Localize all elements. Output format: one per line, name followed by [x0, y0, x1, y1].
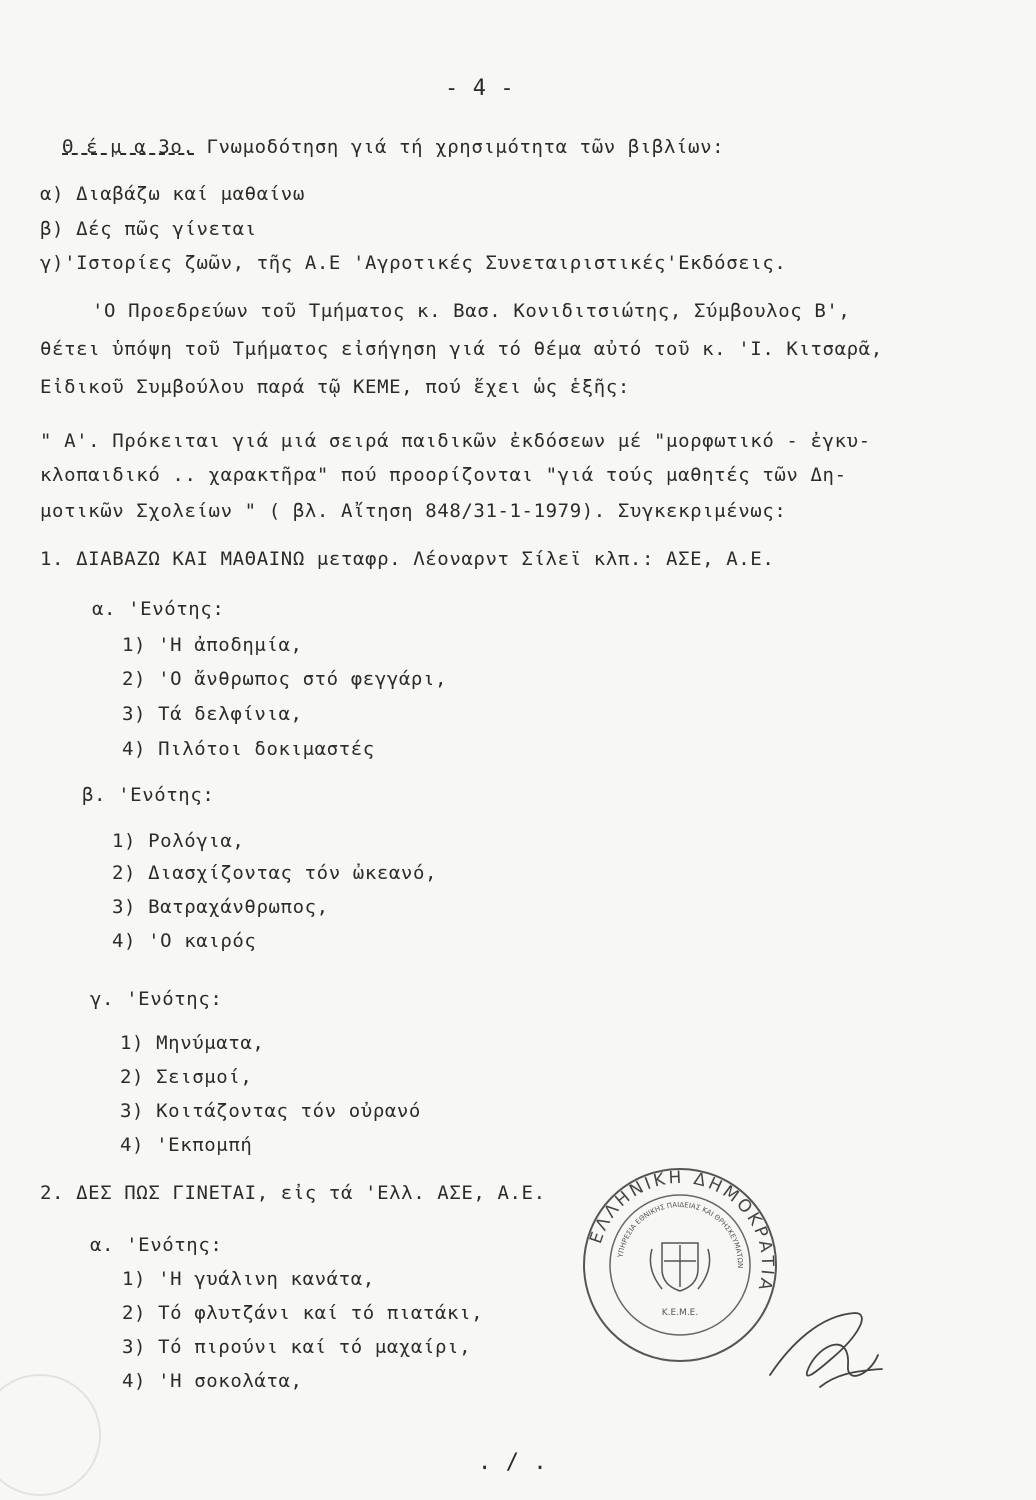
quote-line-3: μοτικῶν Σχολείων " ( βλ. Αἴτηση 848/31-1-1979). Συγκεκριμένως: — [40, 500, 787, 522]
list-item: 2) Σεισμοί, — [120, 1066, 253, 1088]
coat-of-arms-icon — [650, 1243, 709, 1291]
list-item: 2) 'Ο ἄνθρωπος στό φεγγάρι, — [122, 668, 448, 690]
topic-text: Γνωμοδότηση γιά τή χρησιμότητα τῶν βιβλίων: — [194, 136, 725, 158]
page-number: - 4 - — [445, 76, 515, 101]
list-item: 1) Ρολόγια, — [112, 830, 245, 852]
quote-line-2: κλοπαιδικό .. χαρακτῆρα" πού προορίζονται "γιά τούς μαθητές τῶν Δη- — [40, 464, 847, 486]
topic-heading — [62, 136, 724, 158]
paragraph-line-3: Εἰδικοῦ Συμβούλου παρά τῷ ΚΕΜΕ, πού ἔχει ὡς ἑξῆς: — [40, 376, 630, 398]
book-1-unit-a-label: α. 'Ενότης: — [92, 598, 225, 620]
quote-line-1: " Α'. Πρόκειται γιά μιά σειρά παιδικῶν ἐκδόσεων μέ "μορφωτικό - ἐγκυ- — [40, 430, 871, 452]
list-item: 4) 'Εκπομπή — [120, 1134, 253, 1156]
paragraph-line-1: 'Ο Προεδρεύων τοῦ Τμήματος κ. Βασ. Κονιδιτσιώτης, Σύμβουλος Β', — [92, 300, 851, 322]
stamp-inner-text: ΥΠΗΡΕΣΙΑ ΕΘΝΙΚΗΣ ΠΑΙΔΕΙΑΣ ΚΑΙ ΘΡΗΣΚΕΥΜΑΤΩΝ — [616, 1200, 745, 1269]
list-item: 4) 'Η σοκολάτα, — [122, 1370, 303, 1392]
paragraph-line-2: θέτει ὑπόψη τοῦ Τμήματος εἰσήγηση γιά τό θέμα αὐτό τοῦ κ. 'Ι. Κιτσαρᾶ, — [40, 338, 883, 360]
signature — [760, 1305, 890, 1395]
list-item: 3) Τά δελφίνια, — [122, 703, 303, 725]
intro-item-a: α) Διαβάζω καί μαθαίνω — [40, 183, 305, 205]
list-item: 2) Τό φλυτζάνι καί τό πιατάκι, — [122, 1302, 484, 1324]
bleed-through-stamp — [0, 1370, 140, 1500]
list-item: 1) Μηνύματα, — [120, 1032, 265, 1054]
list-item: 3) Βατραχάνθρωπος, — [112, 896, 329, 918]
list-item: 2) Διασχίζοντας τόν ὠκεανό, — [112, 862, 438, 884]
list-item: 4) 'Ο καιρός — [112, 930, 257, 952]
book-1-title: 1. ΔΙΑΒΑΖΩ ΚΑΙ ΜΑΘΑΙΝΩ μεταφρ. Λέοναρντ Σίλεϊ κλπ.: ΑΣΕ, Α.Ε. — [40, 548, 775, 570]
stamp-outer-text: ΕΛΛΗΝΙΚΗ ΔΗΜΟΚΡΑΤΙΑ — [586, 1167, 778, 1296]
list-item: 3) Τό πιρούνι καί τό μαχαίρι, — [122, 1336, 472, 1358]
list-item: 1) 'Η ἀποδημία, — [122, 634, 303, 656]
book-2-unit-a-label: α. 'Ενότης: — [90, 1234, 223, 1256]
book-1-unit-c-label: γ. 'Ενότης: — [90, 988, 223, 1010]
intro-item-b: β) Δές πῶς γίνεται — [40, 218, 257, 240]
list-item: 1) 'Η γυάλινη κανάτα, — [122, 1268, 375, 1290]
continuation-mark: . / . — [478, 1450, 548, 1475]
intro-item-c: γ)'Ιστορίες ζωῶν, τῆς Α.Ε 'Αγροτικές Συνεταιριστικές'Εκδόσεις. — [40, 252, 787, 274]
topic-label: Θ έ μ α 3ο. — [62, 136, 195, 158]
book-2-title: 2. ΔΕΣ ΠΩΣ ΓΙΝΕΤΑΙ, εἰς τά 'Ελλ. ΑΣΕ, Α.Ε. — [40, 1182, 546, 1204]
list-item: 4) Πιλότοι δοκιμαστές — [122, 738, 375, 760]
list-item: 3) Κοιτάζοντας τόν οὐρανό — [120, 1100, 421, 1122]
book-1-unit-b-label: β. 'Ενότης: — [82, 784, 215, 806]
stamp-center-text: Κ.Ε.Μ.Ε. — [661, 1308, 699, 1318]
official-stamp — [580, 1165, 780, 1365]
